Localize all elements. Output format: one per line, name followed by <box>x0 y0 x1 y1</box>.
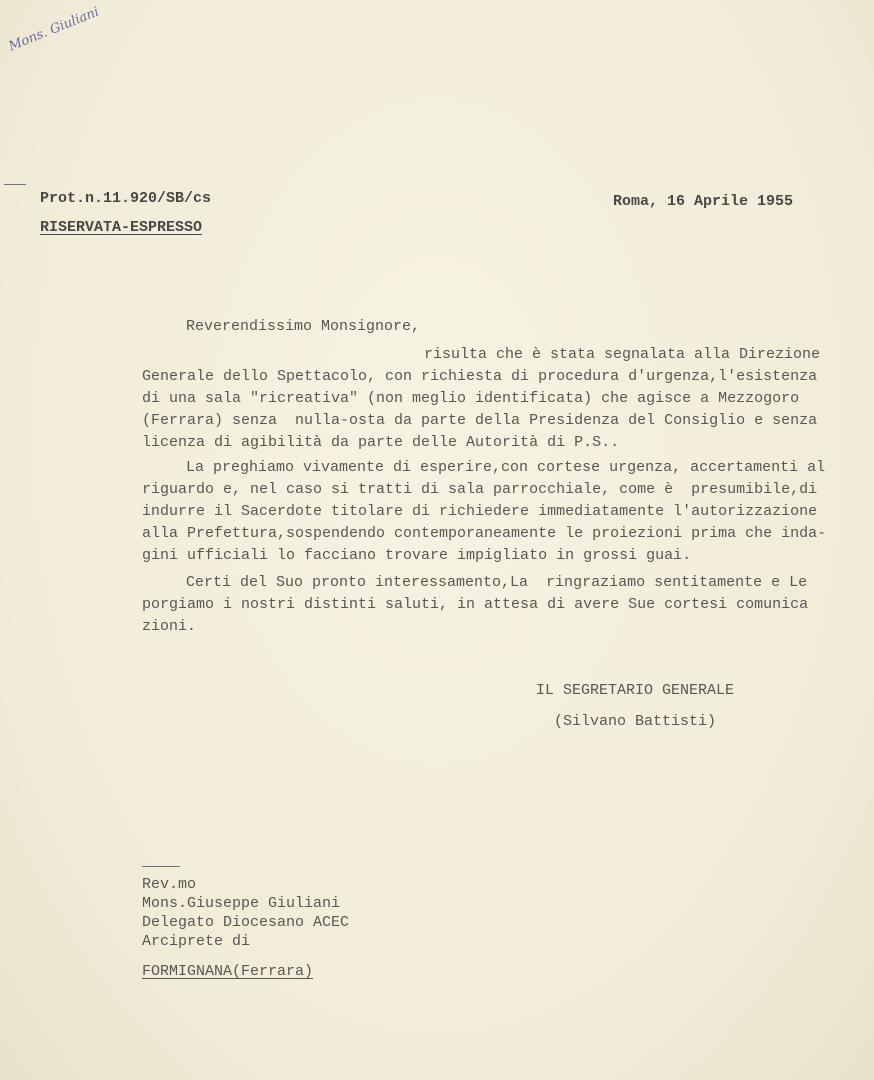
text-line: gini ufficiali lo facciano trovare impigliato in grossi guai. <box>142 547 692 564</box>
place-date: Roma, 16 Aprile 1955 <box>613 193 794 210</box>
text-line: porgiamo i nostri distinti saluti, in attesa di avere Sue cortesi comunica <box>142 596 809 613</box>
text-line: Generale dello Spettacolo, con richiesta di procedura d'urgenza,l'esistenza <box>142 368 818 385</box>
text-line: alla Prefettura,sospendendo contemporaneamente le proiezioni prima che inda- <box>142 525 827 542</box>
address-city: FORMIGNANA(Ferrara) <box>142 963 314 980</box>
handwritten-annotation: Mons. Giuliani <box>6 4 102 55</box>
address-line: Mons.Giuseppe Giuliani <box>142 895 341 912</box>
text-line: (Ferrara) senza nulla-osta da parte della Presidenza del Consiglio e senza <box>142 412 818 429</box>
text-line: riguardo e, nel caso si tratti di sala parrocchiale, come è presumibile,di <box>142 481 818 498</box>
address-line: Delegato Diocesano ACEC <box>142 914 350 931</box>
text-line: La preghiamo vivamente di esperire,con cortese urgenza, accertamenti al <box>186 459 826 476</box>
salutation: Reverendissimo Monsignore, <box>186 318 421 335</box>
text-line: Certi del Suo pronto interessamento,La ringraziamo sentitamente e Le <box>186 574 808 591</box>
text-line: zioni. <box>142 618 197 635</box>
signature-title: IL SEGRETARIO GENERALE <box>536 682 735 699</box>
signature-name: (Silvano Battisti) <box>554 713 717 730</box>
text-line: indurre il Sacerdote titolare di richiedere immediatamente l'autorizzazione <box>142 503 818 520</box>
classification-label: RISERVATA-ESPRESSO <box>40 219 203 236</box>
text-line: licenza di agibilità da parte delle Autorità di P.S.. <box>142 434 620 451</box>
address-line: Arciprete di <box>142 933 251 950</box>
address-line: Rev.mo <box>142 876 197 893</box>
separator-line <box>142 866 180 867</box>
text-line: risulta che è stata segnalata alla Direzione <box>424 346 821 363</box>
text-line: di una sala "ricreativa" (non meglio identificata) che agisce a Mezzogoro <box>142 390 800 407</box>
protocol-number: Prot.n.11.920/SB/cs <box>40 190 212 207</box>
margin-mark <box>4 184 26 185</box>
